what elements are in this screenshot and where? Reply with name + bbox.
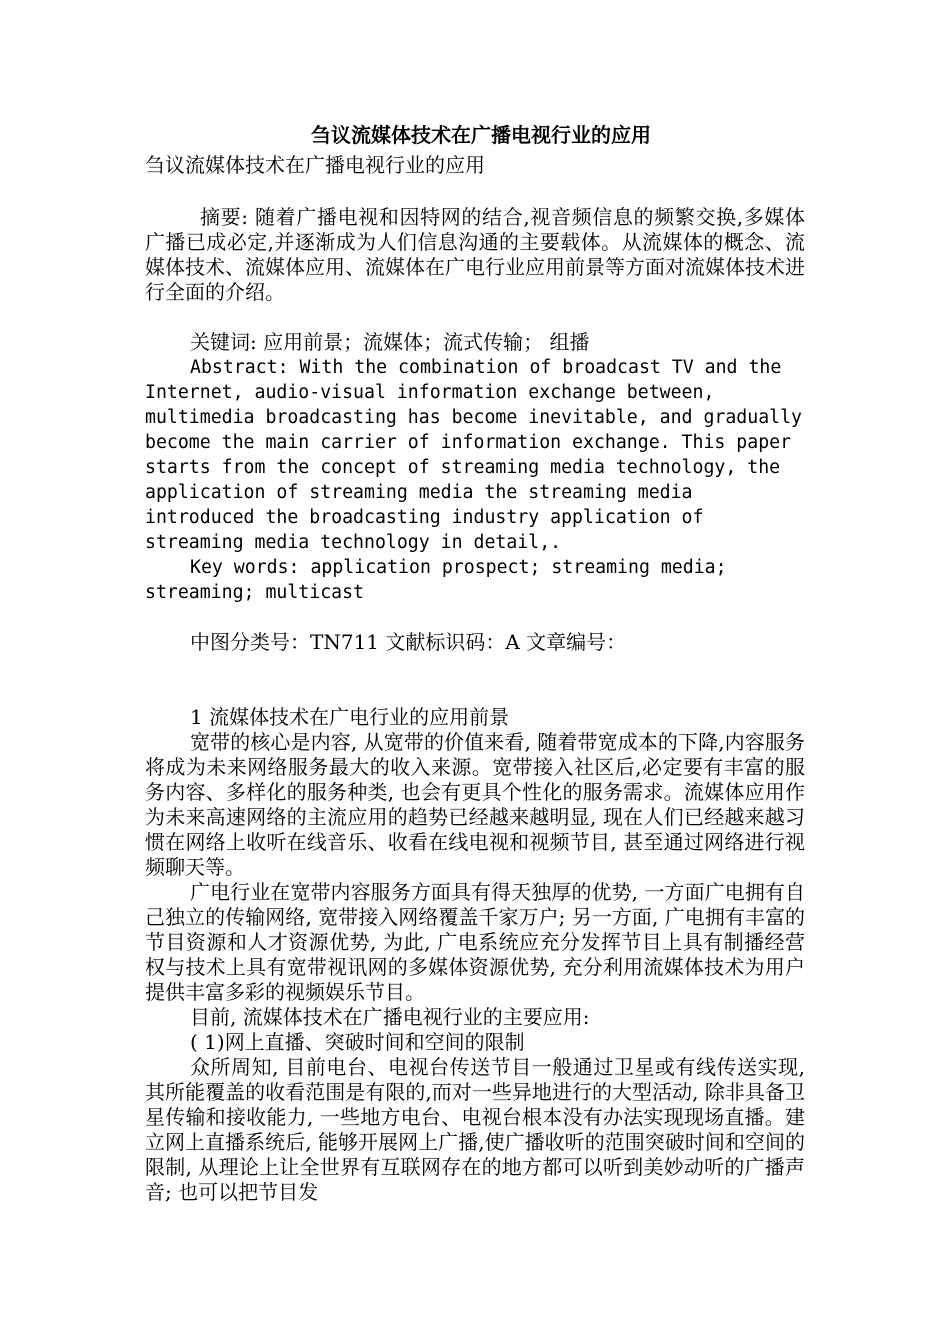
- section-heading: 1 流媒体技术在广电行业的应用前景: [190, 705, 510, 729]
- spacer: [145, 655, 805, 705]
- classification-line: 中图分类号：TN711 文献标识码：A 文章编号：: [190, 630, 627, 654]
- body-paragraph: 众所周知, 目前电台、电视台传送节目一般通过卫星或有线传送实现, 其所能覆盖的收看范围是有限的,而对一些异地进行的大型活动, 除非具备卫星传输和接收能力, 一些地方电台、电视台根本没有办法实现现场直播。建立网上直播系统后, 能够开展网上广播,使广播收听的范围突破时间和空间的限制, 从理论上让全世界有互联网存在的地方都可以听到美妙动听的广播声音; 也可以把节目发: [145, 1055, 805, 1204]
- keywords-chinese: 关键词: 应用前景；流媒体；流式传输； 组播: [190, 330, 590, 354]
- keywords-english: Key words: application prospect; streaming media; streaming; multicast: [145, 557, 727, 603]
- body-paragraph: 宽带的核心是内容, 从宽带的价值来看, 随着带宽成本的下降,内容服务将成为未来网络服务最大的收入来源。宽带接入社区后,必定要有丰富的服务内容、多样化的服务种类, 也会有更具个性化的服务需求。流媒体应用作为未来高速网络的主流应用的趋势已经越来越明显, 现在人们已经越来越习惯在网络上收听在线音乐、收看在线电视和视频节目, 甚至通过网络进行视频聊天等。: [145, 730, 805, 879]
- abstract-english: Abstract: With the combination of broadcast TV and the Internet, audio-visual information exchange between, multimedia broadcasting has become inevitable, and gradually become the main carrier of information exchange. This paper starts from the concept of streaming media technology, the application of streaming media the streaming media introduced the broadcasting industry application of streaming media technology in detail,.: [145, 357, 802, 553]
- spacer: [145, 305, 805, 330]
- document-subtitle: 刍议流媒体技术在广播电视行业的应用: [145, 153, 485, 177]
- spacer: [145, 605, 805, 630]
- document-title: 刍议流媒体技术在广播电视行业的应用: [311, 123, 651, 147]
- spacer: [145, 180, 805, 205]
- body-paragraph: 目前, 流媒体技术在广播电视行业的主要应用:: [190, 1005, 590, 1029]
- abstract-chinese: 摘要: 随着广播电视和因特网的结合,视音频信息的频繁交换,多媒体广播已成必定,并逐渐成为人们信息沟通的主要载体。从流媒体的概念、流媒体技术、流媒体应用、流媒体在广电行业应用前景等方面对流媒体技术进行全面的介绍。: [145, 205, 805, 304]
- sub-heading: ( 1)网上直播、突破时间和空间的限制: [190, 1030, 525, 1054]
- document-page: [145, 120, 805, 1205]
- body-paragraph: 广电行业在宽带内容服务方面具有得天独厚的优势, 一方面广电拥有自己独立的传输网络, 宽带接入网络覆盖千家万户; 另一方面, 广电拥有丰富的节目资源和人才资源优势, 为此, 广电系统应充分发挥节目上具有制播经营权与技术上具有宽带视讯网的多媒体资源优势, 充分利用流媒体技术为用户提供丰富多彩的视频娱乐节目。: [145, 880, 805, 1004]
